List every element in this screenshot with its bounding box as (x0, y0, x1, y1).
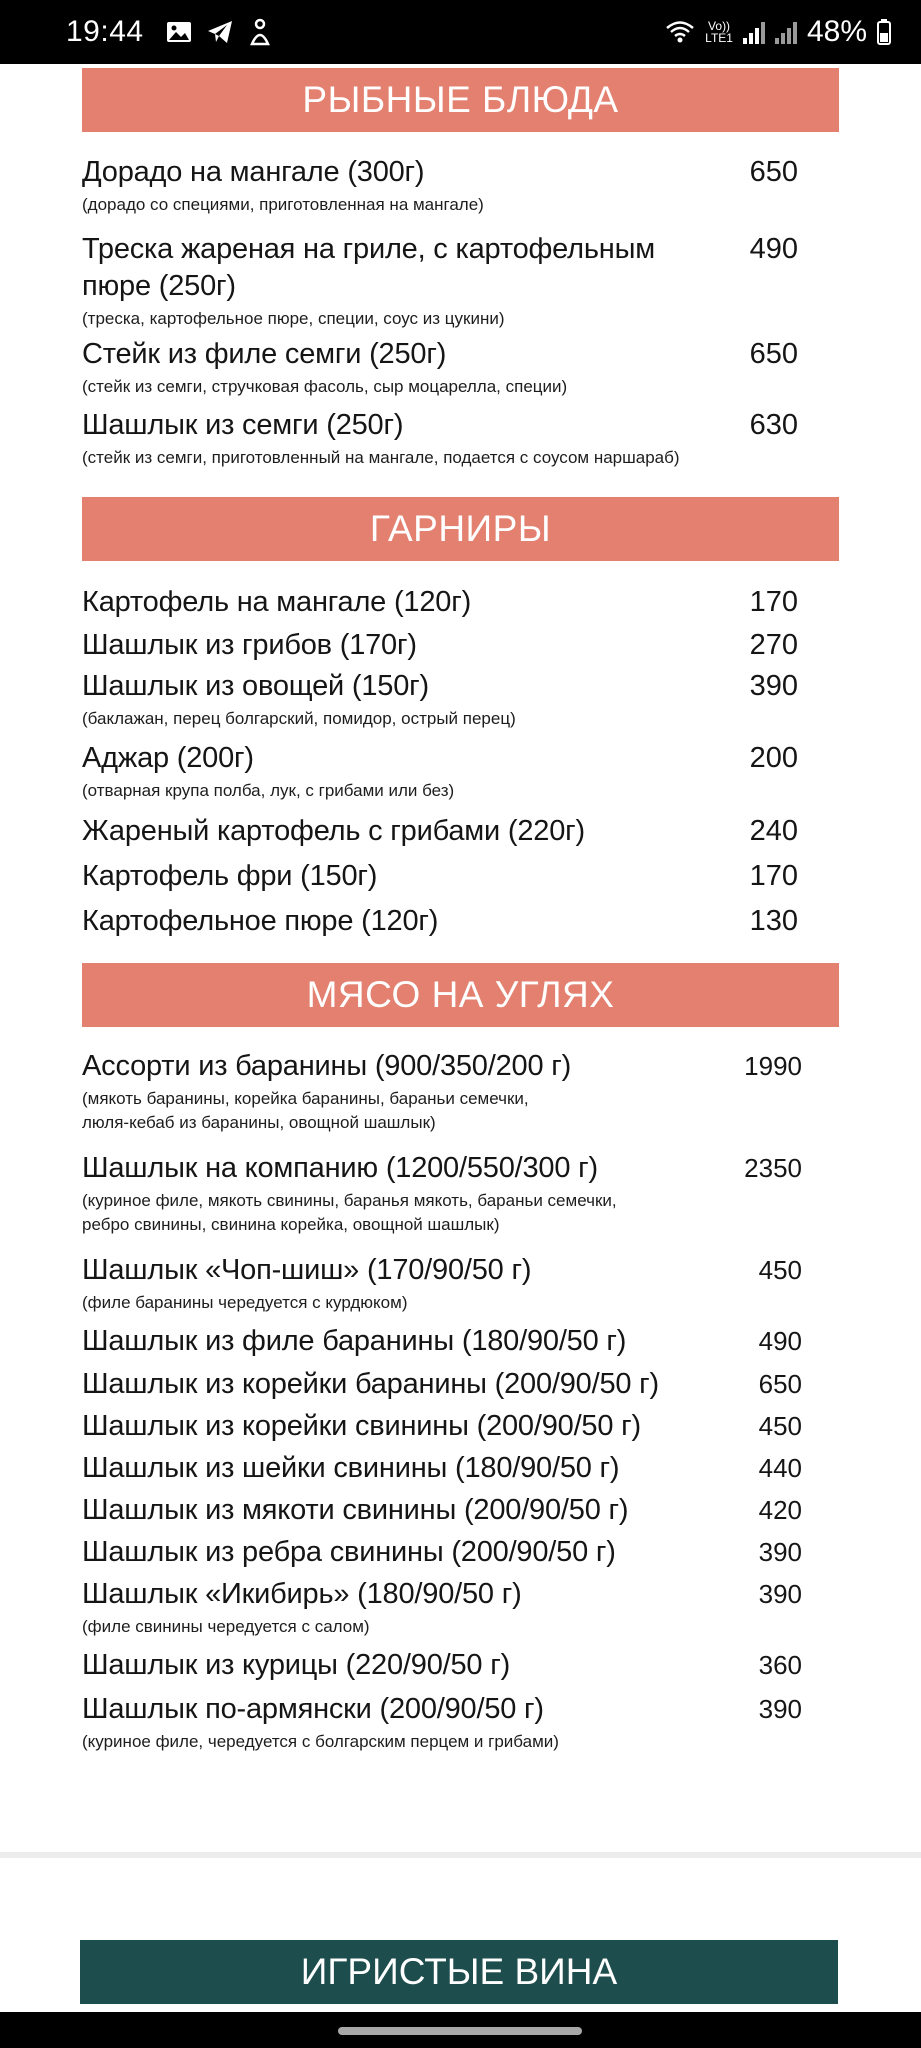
menu-item (82, 1534, 842, 1571)
battery-icon (877, 19, 891, 45)
notification-icons (166, 18, 272, 46)
menu-item (82, 1408, 842, 1445)
menu-item (82, 336, 842, 399)
menu-item (82, 1647, 842, 1684)
item-price: 650 (758, 1369, 802, 1399)
section-header-wine: ИГРИСТЫЕ ВИНА (80, 1940, 838, 2004)
item-name: Шашлык из овощей (150г) (82, 670, 429, 702)
menu-item (82, 584, 842, 621)
item-name: Шашлык из шейки свинины (180/90/50 г) (82, 1452, 620, 1484)
item-price: 2350 (744, 1153, 802, 1183)
item-desc: (филе свинины чередуется с салом) (82, 1617, 370, 1636)
item-desc: (филе баранины чередуется с курдюком) (82, 1293, 408, 1312)
item-price: 630 (749, 409, 798, 441)
menu-item (82, 858, 842, 895)
item-desc: (дорадо со специями, приготовленная на мангале) (82, 195, 484, 214)
network-type: Vo)) LTE1 (705, 19, 733, 45)
item-price: 1990 (744, 1051, 802, 1081)
menu-item (82, 407, 842, 470)
item-desc: (баклажан, перец болгарский, помидор, острый перец) (82, 709, 516, 728)
menu-item (82, 1252, 842, 1315)
menu-item (82, 1048, 842, 1135)
menu-item (82, 627, 842, 664)
item-price: 420 (758, 1495, 802, 1525)
item-name: Картофель на мангале (120г) (82, 586, 472, 618)
menu-item (82, 668, 842, 731)
item-name: Дорадо на мангале (300г) (82, 156, 425, 188)
item-price: 200 (749, 742, 798, 774)
gallery-icon (166, 20, 192, 44)
item-price: 490 (749, 233, 798, 265)
section-header-sides: ГАРНИРЫ (82, 497, 839, 561)
item-price: 440 (758, 1453, 802, 1483)
menu-item (82, 1691, 842, 1754)
item-name: Шашлык из грибов (170г) (82, 629, 417, 661)
menu-item (82, 1492, 842, 1529)
menu-item (82, 154, 842, 217)
item-desc: (треска, картофельное пюре, специи, соус из цукини) (82, 309, 505, 328)
item-name: Шашлык из филе баранины (180/90/50 г) (82, 1325, 627, 1357)
item-price: 170 (749, 586, 798, 618)
item-price: 450 (758, 1411, 802, 1441)
item-price: 390 (758, 1694, 802, 1724)
item-name: Ассорти из баранины (900/350/200 г) (82, 1050, 572, 1082)
section-header-grill: МЯСО НА УГЛЯХ (82, 963, 839, 1027)
item-desc: (стейк из семги, стручковая фасоль, сыр моцарелла, специи) (82, 377, 568, 396)
item-name: Треска жареная на гриле, с картофельным пюре (250г) (82, 233, 655, 302)
item-desc: (отварная крупа полба, лук, с грибами или без) (82, 781, 455, 800)
menu-item (82, 231, 842, 331)
item-price: 240 (749, 815, 798, 847)
home-gesture-handle[interactable] (338, 2027, 582, 2035)
menu-content (0, 64, 921, 1854)
item-price: 490 (758, 1326, 802, 1356)
status-right (665, 15, 891, 49)
item-name: Шашлык из корейки баранины (200/90/50 г) (82, 1368, 659, 1400)
item-name: Шашлык «Икибирь» (180/90/50 г) (82, 1578, 522, 1610)
section-header-fish: РЫБНЫЕ БЛЮДА (82, 68, 839, 132)
item-desc: (стейк из семги, приготовленный на мангале, подается с соусом наршараб) (82, 448, 680, 467)
item-name: Шашлык «Чоп-шиш» (170/90/50 г) (82, 1254, 532, 1286)
item-name: Шашлык из корейки свинины (200/90/50 г) (82, 1410, 641, 1442)
item-name: Жареный картофель с грибами (220г) (82, 815, 585, 847)
item-price: 130 (749, 905, 798, 937)
item-price: 390 (749, 670, 798, 702)
status-time: 19:44 (66, 15, 144, 48)
wifi-icon (665, 20, 695, 44)
item-name: Шашлык из мякоти свинины (200/90/50 г) (82, 1494, 629, 1526)
item-name: Шашлык из семги (250г) (82, 409, 404, 441)
telegram-icon (206, 19, 234, 45)
item-name: Картофельное пюре (120г) (82, 905, 439, 937)
menu-item (82, 1323, 842, 1360)
menu-item (82, 1150, 842, 1237)
signal-2-icon (775, 20, 797, 44)
signal-1-icon (743, 20, 765, 44)
item-price: 650 (749, 156, 798, 188)
menu-item (82, 1366, 842, 1403)
item-desc: (куриное филе, чередуется с болгарским перцем и грибами) (82, 1732, 559, 1751)
app-notification-icon (248, 18, 272, 46)
item-name: Шашлык из ребра свинины (200/90/50 г) (82, 1536, 616, 1568)
page-divider (0, 1852, 921, 1858)
item-price: 270 (749, 629, 798, 661)
item-price: 360 (758, 1650, 802, 1680)
item-price: 450 (758, 1255, 802, 1285)
item-name: Картофель фри (150г) (82, 860, 378, 892)
item-name: Шашлык по-армянски (200/90/50 г) (82, 1693, 544, 1725)
item-desc: (мякоть баранины, корейка баранины, бараньи семечки, люля-кебаб из баранины, овощной шашлык) (82, 1089, 529, 1132)
item-name: Стейк из филе семги (250г) (82, 338, 447, 370)
item-name: Аджар (200г) (82, 742, 254, 774)
menu-item (82, 903, 842, 940)
item-price: 390 (758, 1537, 802, 1567)
item-name: Шашлык на компанию (1200/550/300 г) (82, 1152, 598, 1184)
status-bar (0, 0, 921, 64)
battery-percent: 48% (806, 15, 867, 48)
item-price: 390 (758, 1579, 802, 1609)
navigation-bar (0, 2012, 921, 2048)
item-price: 650 (749, 338, 798, 370)
item-name: Шашлык из курицы (220/90/50 г) (82, 1649, 511, 1681)
item-price: 170 (749, 860, 798, 892)
item-desc: (куриное филе, мякоть свинины, баранья мякоть, бараньи семечки, ребро свинины, свинина корейка, овощной шашлык) (82, 1191, 617, 1234)
menu-item (82, 740, 842, 803)
menu-item (82, 1450, 842, 1487)
menu-item (82, 1576, 842, 1639)
menu-item (82, 813, 842, 850)
